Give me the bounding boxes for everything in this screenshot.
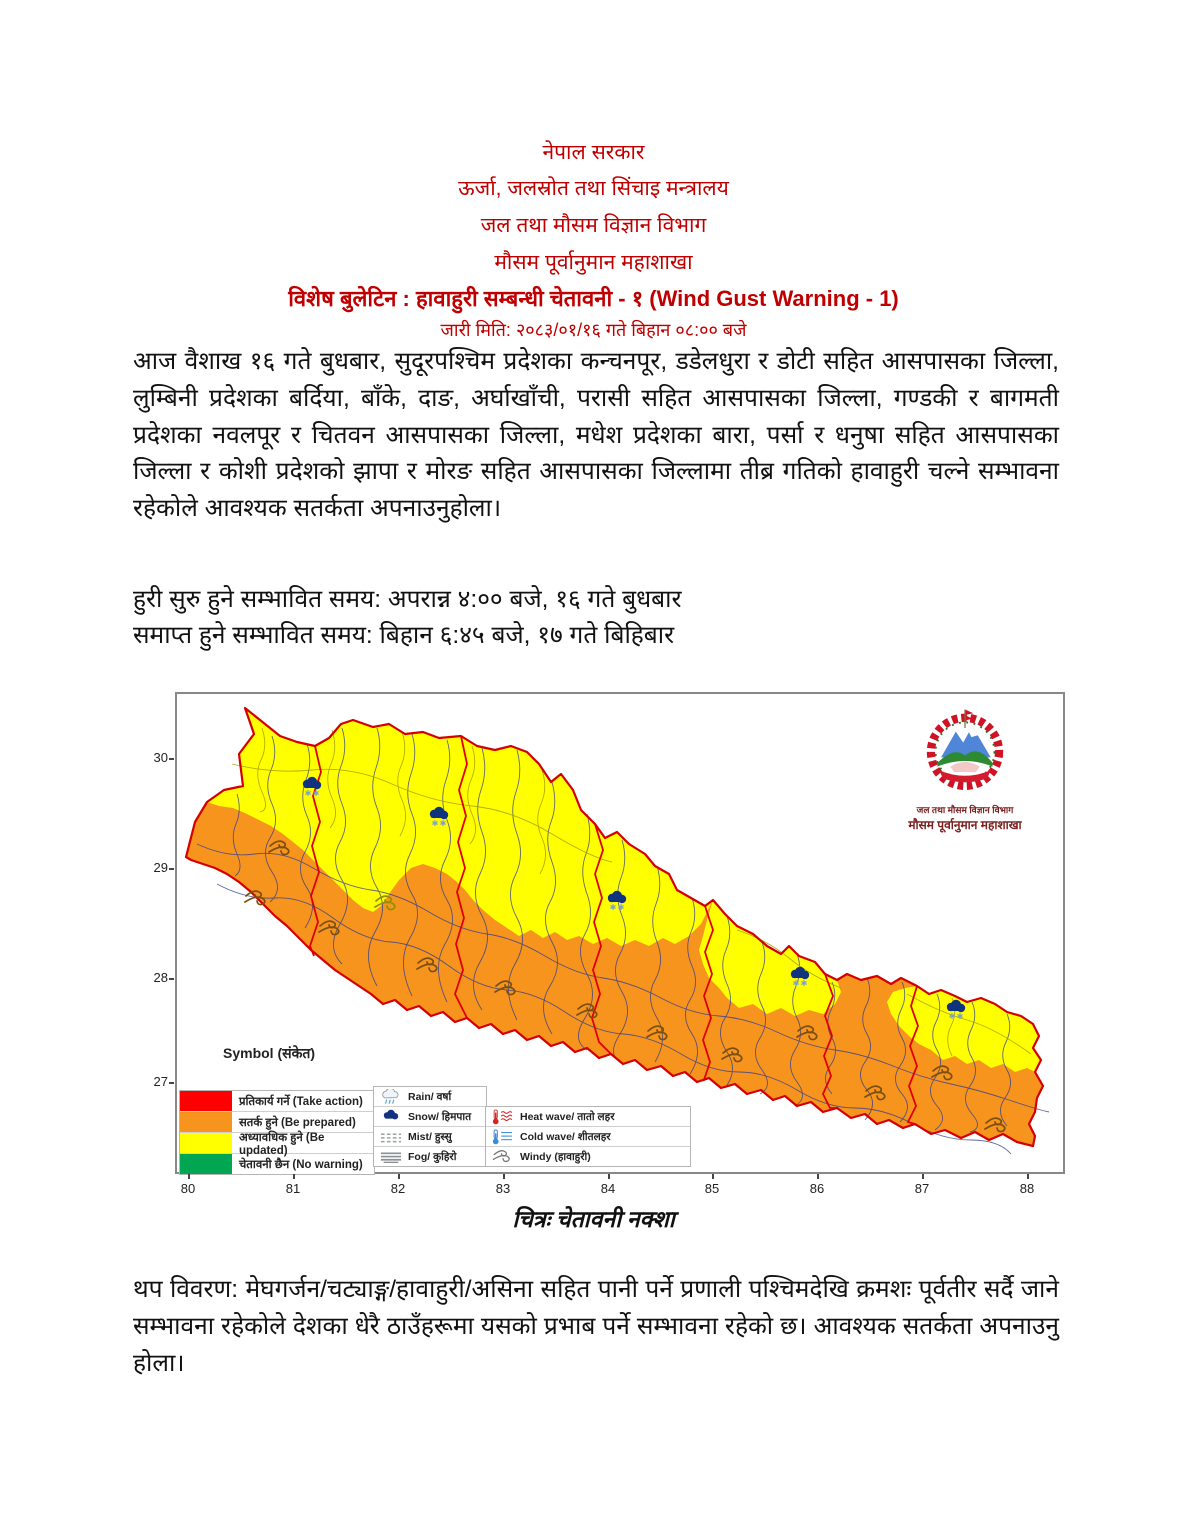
red-swatch <box>180 1091 232 1111</box>
weather-symbol-table-left <box>373 1086 487 1167</box>
windy-icon <box>486 1149 520 1165</box>
y-axis-tick: 30 <box>153 750 168 765</box>
symbol-label: Windy (हावाहुरी) <box>520 1150 591 1163</box>
symbol-row-snow <box>374 1107 486 1127</box>
y-axis-tick: 27 <box>153 1074 168 1089</box>
symbol-label: Snow/ हिमपात <box>408 1110 472 1123</box>
symbol-row-mist <box>374 1127 486 1147</box>
weather-symbol-table-right <box>485 1106 691 1167</box>
symbol-row-rain <box>374 1087 486 1107</box>
x-axis-tick: 81 <box>285 1181 301 1196</box>
x-axis-tick: 87 <box>914 1181 930 1196</box>
x-tick-mark <box>188 1174 190 1179</box>
x-tick-mark <box>398 1174 400 1179</box>
y-axis-tick: 29 <box>153 860 168 875</box>
rain-icon <box>374 1089 408 1105</box>
x-tick-mark <box>608 1174 610 1179</box>
symbol-row-windy <box>486 1147 690 1166</box>
warning-level-legend <box>179 1090 375 1175</box>
yellow-swatch <box>180 1133 232 1153</box>
x-axis-tick: 80 <box>180 1181 196 1196</box>
x-tick-mark <box>712 1174 714 1179</box>
x-axis-tick: 82 <box>390 1181 406 1196</box>
legend-row-no-warning <box>180 1154 374 1174</box>
legend-label: चेतावनी छैन (No warning) <box>239 1158 363 1171</box>
x-axis-tick: 85 <box>704 1181 720 1196</box>
x-axis-tick: 86 <box>809 1181 825 1196</box>
green-swatch <box>180 1154 232 1174</box>
symbol-label: Fog/ कुहिरो <box>408 1150 457 1163</box>
x-tick-mark <box>817 1174 819 1179</box>
nepal-emblem-icon <box>917 704 1013 796</box>
legend-title: Symbol (संकेत) <box>223 1045 315 1061</box>
logo-division-line: मौसम पूर्वानुमान महाशाखा <box>908 818 1022 832</box>
symbol-label: Mist/ हुस्सु <box>408 1130 452 1143</box>
y-tick-mark <box>169 978 174 980</box>
division-line: मौसम पूर्वानुमान महाशाखा <box>494 251 693 274</box>
x-axis-tick: 83 <box>495 1181 511 1196</box>
x-axis-tick: 88 <box>1019 1181 1035 1196</box>
warning-paragraph: आज वैशाख १६ गते बुधबार, सुदूरपश्चिम प्रदेशका कन्चनपूर, डडेलधुरा र डोटी सहित आसपासका जिल्ला, लुम्बिनी प्रदेशका बर्दिया, बाँके, दाङ, अर्घाखाँची, परासी सहित आसपासका जिल्ला, गण्डकी र बागमती प्रदेशका नवलपूर र चितवन आसपासका जिल्ला, मधेश प्रदेशका बारा, पर्सा र धनुषा सहित आसपासका जिल्ला र कोशी प्रदेशको झापा र मोरङ सहित आसपासका जिल्लामा तीब्र गतिको हावाहुरी चल्ने सम्भावना रहेकोले आवश्यक सतर्कता अपनाउनुहोला। <box>133 348 1059 522</box>
bulletin-title: विशेष बुलेटिन : हावाहुरी सम्बन्धी चेतावनी - १ (Wind Gust Warning - 1) <box>288 286 899 311</box>
y-axis-tick: 28 <box>153 970 168 985</box>
figure-caption: चित्रः चेतावनी नक्शा <box>512 1207 675 1232</box>
additional-details-paragraph: थप विवरण: मेघगर्जन/चट्याङ्ग/हावाहुरी/असिना सहित पानी पर्ने प्रणाली पश्चिमदेखि क्रमशः पूर्वतीर सर्दै जाने सम्भावना रहेकोले देशका धेरै ठाउँहरूमा यसको प्रभाब पर्ने सम्भावना रहेको छ। आवश्यक सतर्कता अपनाउनु होला। <box>133 1276 1059 1377</box>
legend-row-be-updated <box>180 1131 374 1157</box>
timing-lines <box>133 582 1059 653</box>
start-time-line: हुरी सुरु हुने सम्भावित समय: अपरान्न ४:०० बजे, १६ गते बुधबार <box>133 586 682 613</box>
orange-swatch <box>180 1112 232 1132</box>
issued-date-line: जारी मिति: २०८३/०१/१६ गते बिहान ०८:०० बजे <box>440 320 747 340</box>
legend-label: अध्यावधिक हुने (Be updated) <box>239 1131 325 1157</box>
x-tick-mark <box>1027 1174 1029 1179</box>
snow-icon <box>374 1109 408 1125</box>
y-tick-mark <box>169 758 174 760</box>
ministry-line: ऊर्जा, जलस्रोत तथा सिंचाइ मन्त्रालय <box>458 177 729 200</box>
x-tick-mark <box>293 1174 295 1179</box>
end-time-line: समाप्त हुने सम्भावित समय: बिहान ६:४५ बजे, १७ गते बिहिबार <box>133 621 675 649</box>
legend-row-take-action <box>180 1091 374 1112</box>
x-tick-mark <box>922 1174 924 1179</box>
government-line: नेपाल सरकार <box>542 141 645 164</box>
fog-icon <box>374 1151 408 1163</box>
x-axis-tick: 84 <box>600 1181 616 1196</box>
warning-map-figure <box>175 692 1065 1174</box>
y-tick-mark <box>169 1082 174 1084</box>
heatwave-icon <box>486 1109 520 1125</box>
symbol-label: Heat wave/ तातो लहर <box>520 1110 615 1123</box>
dhm-logo-block <box>889 704 1041 833</box>
symbol-row-coldwave <box>486 1127 690 1147</box>
legend-label: सतर्क हुने (Be prepared) <box>239 1116 356 1129</box>
y-tick-mark <box>169 868 174 870</box>
logo-department-line: जल तथा मौसम विज्ञान विभाग <box>916 805 1014 815</box>
x-tick-mark <box>503 1174 505 1179</box>
coldwave-icon <box>486 1129 520 1145</box>
department-line: जल तथा मौसम विज्ञान विभाग <box>480 214 707 237</box>
symbol-label: Cold wave/ शीतलहर <box>520 1130 611 1143</box>
legend-label: प्रतिकार्य गर्ने (Take action) <box>239 1095 363 1108</box>
symbol-row-fog <box>374 1147 486 1166</box>
symbol-label: Rain/ वर्षा <box>408 1090 452 1103</box>
mist-icon <box>374 1131 408 1143</box>
symbol-row-heatwave <box>486 1107 690 1127</box>
